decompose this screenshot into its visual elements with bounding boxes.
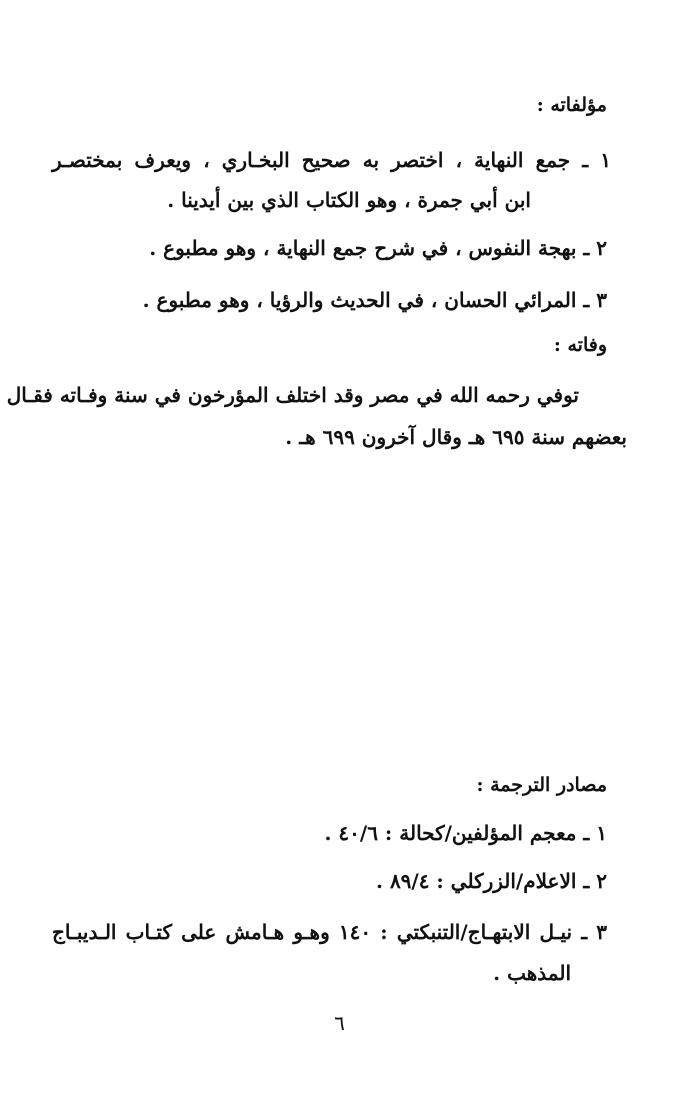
death-line-2: بعضهم سنة ٦٩٥ هـ وقال آخرون ٦٩٩ هـ . bbox=[285, 425, 627, 449]
sources-item-2: ٢ ـ الاعلام/الزركلي : ٨٩/٤ . bbox=[376, 869, 607, 893]
page-number: ٦ bbox=[334, 1011, 345, 1035]
works-item-1-line-2: ابن أبي جمرة ، وهو الكتاب الذي بين أيدينا . bbox=[167, 188, 531, 212]
death-line-1: توفي رحمه الله في مصر وقد اختلف المؤرخون في سنة وفـاته فقـال bbox=[6, 383, 579, 407]
sources-item-1: ١ ـ معجم المؤلفين/كحالة : ٤٠/٦ . bbox=[324, 821, 607, 845]
death-heading: وفاته : bbox=[553, 334, 607, 356]
sources-item-3-line-2: المذهب . bbox=[493, 961, 571, 985]
works-item-2: ٢ ـ بهجة النفوس ، في شرح جمع النهاية ، وهو مطبوع . bbox=[149, 236, 607, 260]
works-item-3: ٣ ـ المرائي الحسان ، في الحديث والرؤيا ، وهو مطبوع . bbox=[142, 288, 607, 312]
works-heading: مؤلفاته : bbox=[536, 94, 607, 116]
sources-heading: مصادر الترجمة : bbox=[476, 774, 607, 796]
sources-item-3-line-1: ٣ ـ نيـل الابتهـاج/التنبكتي : ١٤٠ وهـو هـامش على كتـاب الـديبـاج bbox=[52, 920, 607, 944]
works-item-1-line-1: ١ ـ جمع النهاية ، اختصر به صحيح البخـاري ، ويعرف بمختصـر bbox=[52, 148, 611, 172]
